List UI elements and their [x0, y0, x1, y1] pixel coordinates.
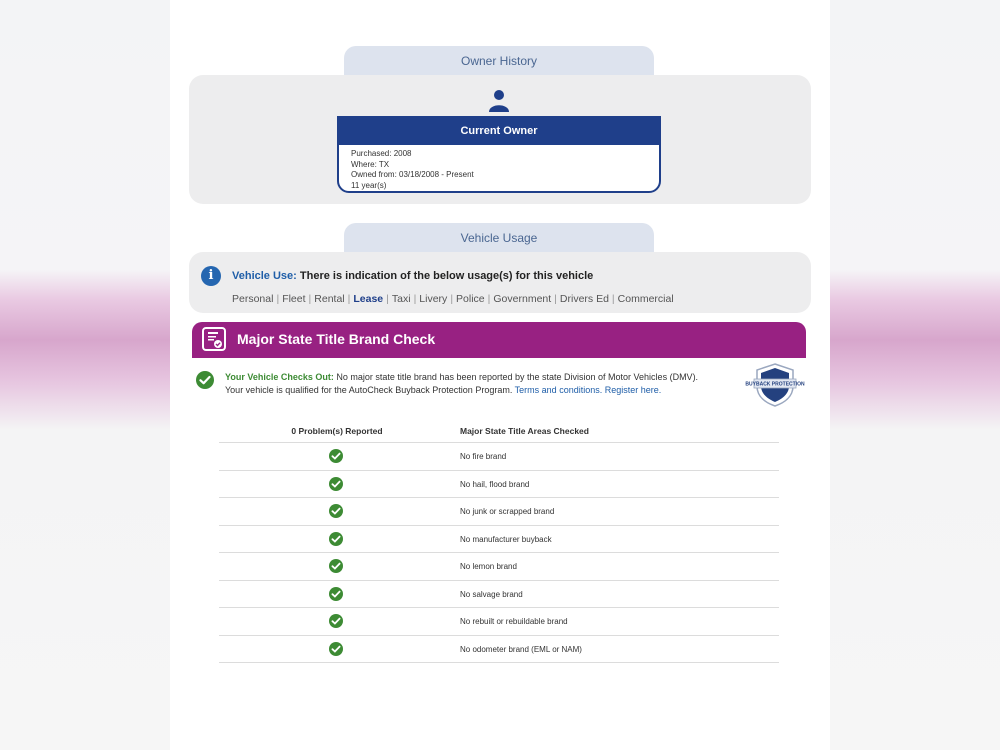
table-row — [219, 443, 779, 471]
check-circle-icon — [329, 587, 343, 601]
area-checked-label: No hail, flood brand — [460, 479, 530, 489]
owner-where: Where: TX — [351, 159, 390, 169]
col-problems-reported: 0 Problem(s) Reported — [291, 426, 383, 436]
usage-item: Taxi — [391, 293, 411, 305]
table-row — [219, 636, 779, 664]
area-checked-label: No junk or scrapped brand — [460, 507, 555, 516]
table-row — [219, 553, 779, 581]
owner-owned-from: Owned from: 03/18/2008 - Present — [351, 170, 474, 179]
usage-item: Lease — [353, 293, 384, 305]
current-owner-title: Current Owner — [339, 118, 659, 145]
check-circle-icon — [329, 614, 343, 628]
check-circle-icon — [329, 532, 343, 546]
usage-separator: | — [413, 293, 417, 305]
brand-check-table — [219, 418, 779, 663]
owner-details — [339, 145, 659, 191]
terms-link[interactable]: Terms and conditions. — [514, 385, 603, 395]
brand-check-header — [192, 322, 806, 358]
table-rows — [219, 443, 779, 663]
check-circle-icon — [329, 642, 343, 656]
vehicle-use-text: There is indication of the below usage(s) for this vehicle — [299, 270, 594, 282]
table-row — [219, 471, 779, 499]
check-circle-icon — [329, 559, 343, 573]
qualified-text: Your vehicle is qualified for the AutoCheck Buyback Protection Program. — [225, 385, 513, 395]
table-row — [219, 498, 779, 526]
owner-years: 11 year(s) — [351, 180, 387, 190]
checks-out-text: No major state title brand has been reported by the state Division of Motor Vehicles (DMV). — [336, 372, 699, 382]
usage-item: Fleet — [282, 293, 306, 305]
area-checked-label: No salvage brand — [460, 589, 523, 599]
usage-separator: | — [554, 293, 557, 305]
area-checked-label: No manufacturer buyback — [460, 534, 552, 544]
table-row — [219, 581, 779, 609]
area-checked-label: No rebuilt or rebuildable brand — [460, 617, 568, 626]
buyback-shield-icon — [745, 362, 805, 408]
info-icon: i — [201, 266, 221, 286]
check-circle-icon — [329, 477, 343, 491]
check-circle-icon — [196, 371, 214, 389]
usage-item: Livery — [419, 293, 448, 305]
area-checked-label: No odometer brand (EML or NAM) — [460, 644, 582, 654]
col-areas-checked: Major State Title Areas Checked — [460, 426, 589, 436]
usage-item: Police — [456, 293, 485, 305]
usage-separator: | — [611, 293, 615, 305]
check-circle-icon — [329, 504, 343, 518]
vehicle-usage-tab[interactable]: Vehicle Usage — [344, 223, 654, 253]
usage-separator: | — [450, 293, 454, 305]
table-row — [219, 608, 779, 636]
usage-item: Drivers Ed — [559, 293, 609, 305]
usage-separator: | — [347, 293, 351, 305]
vehicle-use-line — [232, 270, 593, 282]
usage-separator: | — [386, 293, 389, 305]
title-document-icon — [202, 327, 226, 351]
checks-out-message — [225, 371, 745, 397]
usage-separator: | — [308, 293, 312, 305]
table-header — [219, 418, 779, 443]
usage-list — [232, 293, 674, 305]
usage-separator: | — [276, 293, 280, 305]
usage-item: Rental — [314, 293, 345, 305]
brand-check-title: Major State Title Brand Check — [237, 331, 436, 347]
area-checked-label: No lemon brand — [460, 562, 517, 571]
area-checked-label: No fire brand — [460, 452, 507, 461]
owner-purchased: Purchased: 2008 — [351, 149, 412, 158]
vehicle-use-label: Vehicle Use: — [232, 270, 297, 282]
register-link[interactable]: Register here. — [604, 385, 662, 395]
current-owner-card — [337, 116, 661, 193]
person-icon — [487, 88, 511, 112]
check-circle-icon — [329, 449, 343, 463]
badge-text: BUYBACK PROTECTION — [745, 381, 805, 388]
usage-item: Personal — [232, 293, 274, 305]
table-row — [219, 526, 779, 554]
usage-separator: | — [487, 293, 491, 305]
usage-item: Commercial — [617, 293, 674, 305]
owner-history-tab[interactable]: Owner History — [344, 46, 654, 76]
usage-item: Government — [493, 293, 552, 305]
checks-out-label: Your Vehicle Checks Out: — [225, 372, 334, 382]
